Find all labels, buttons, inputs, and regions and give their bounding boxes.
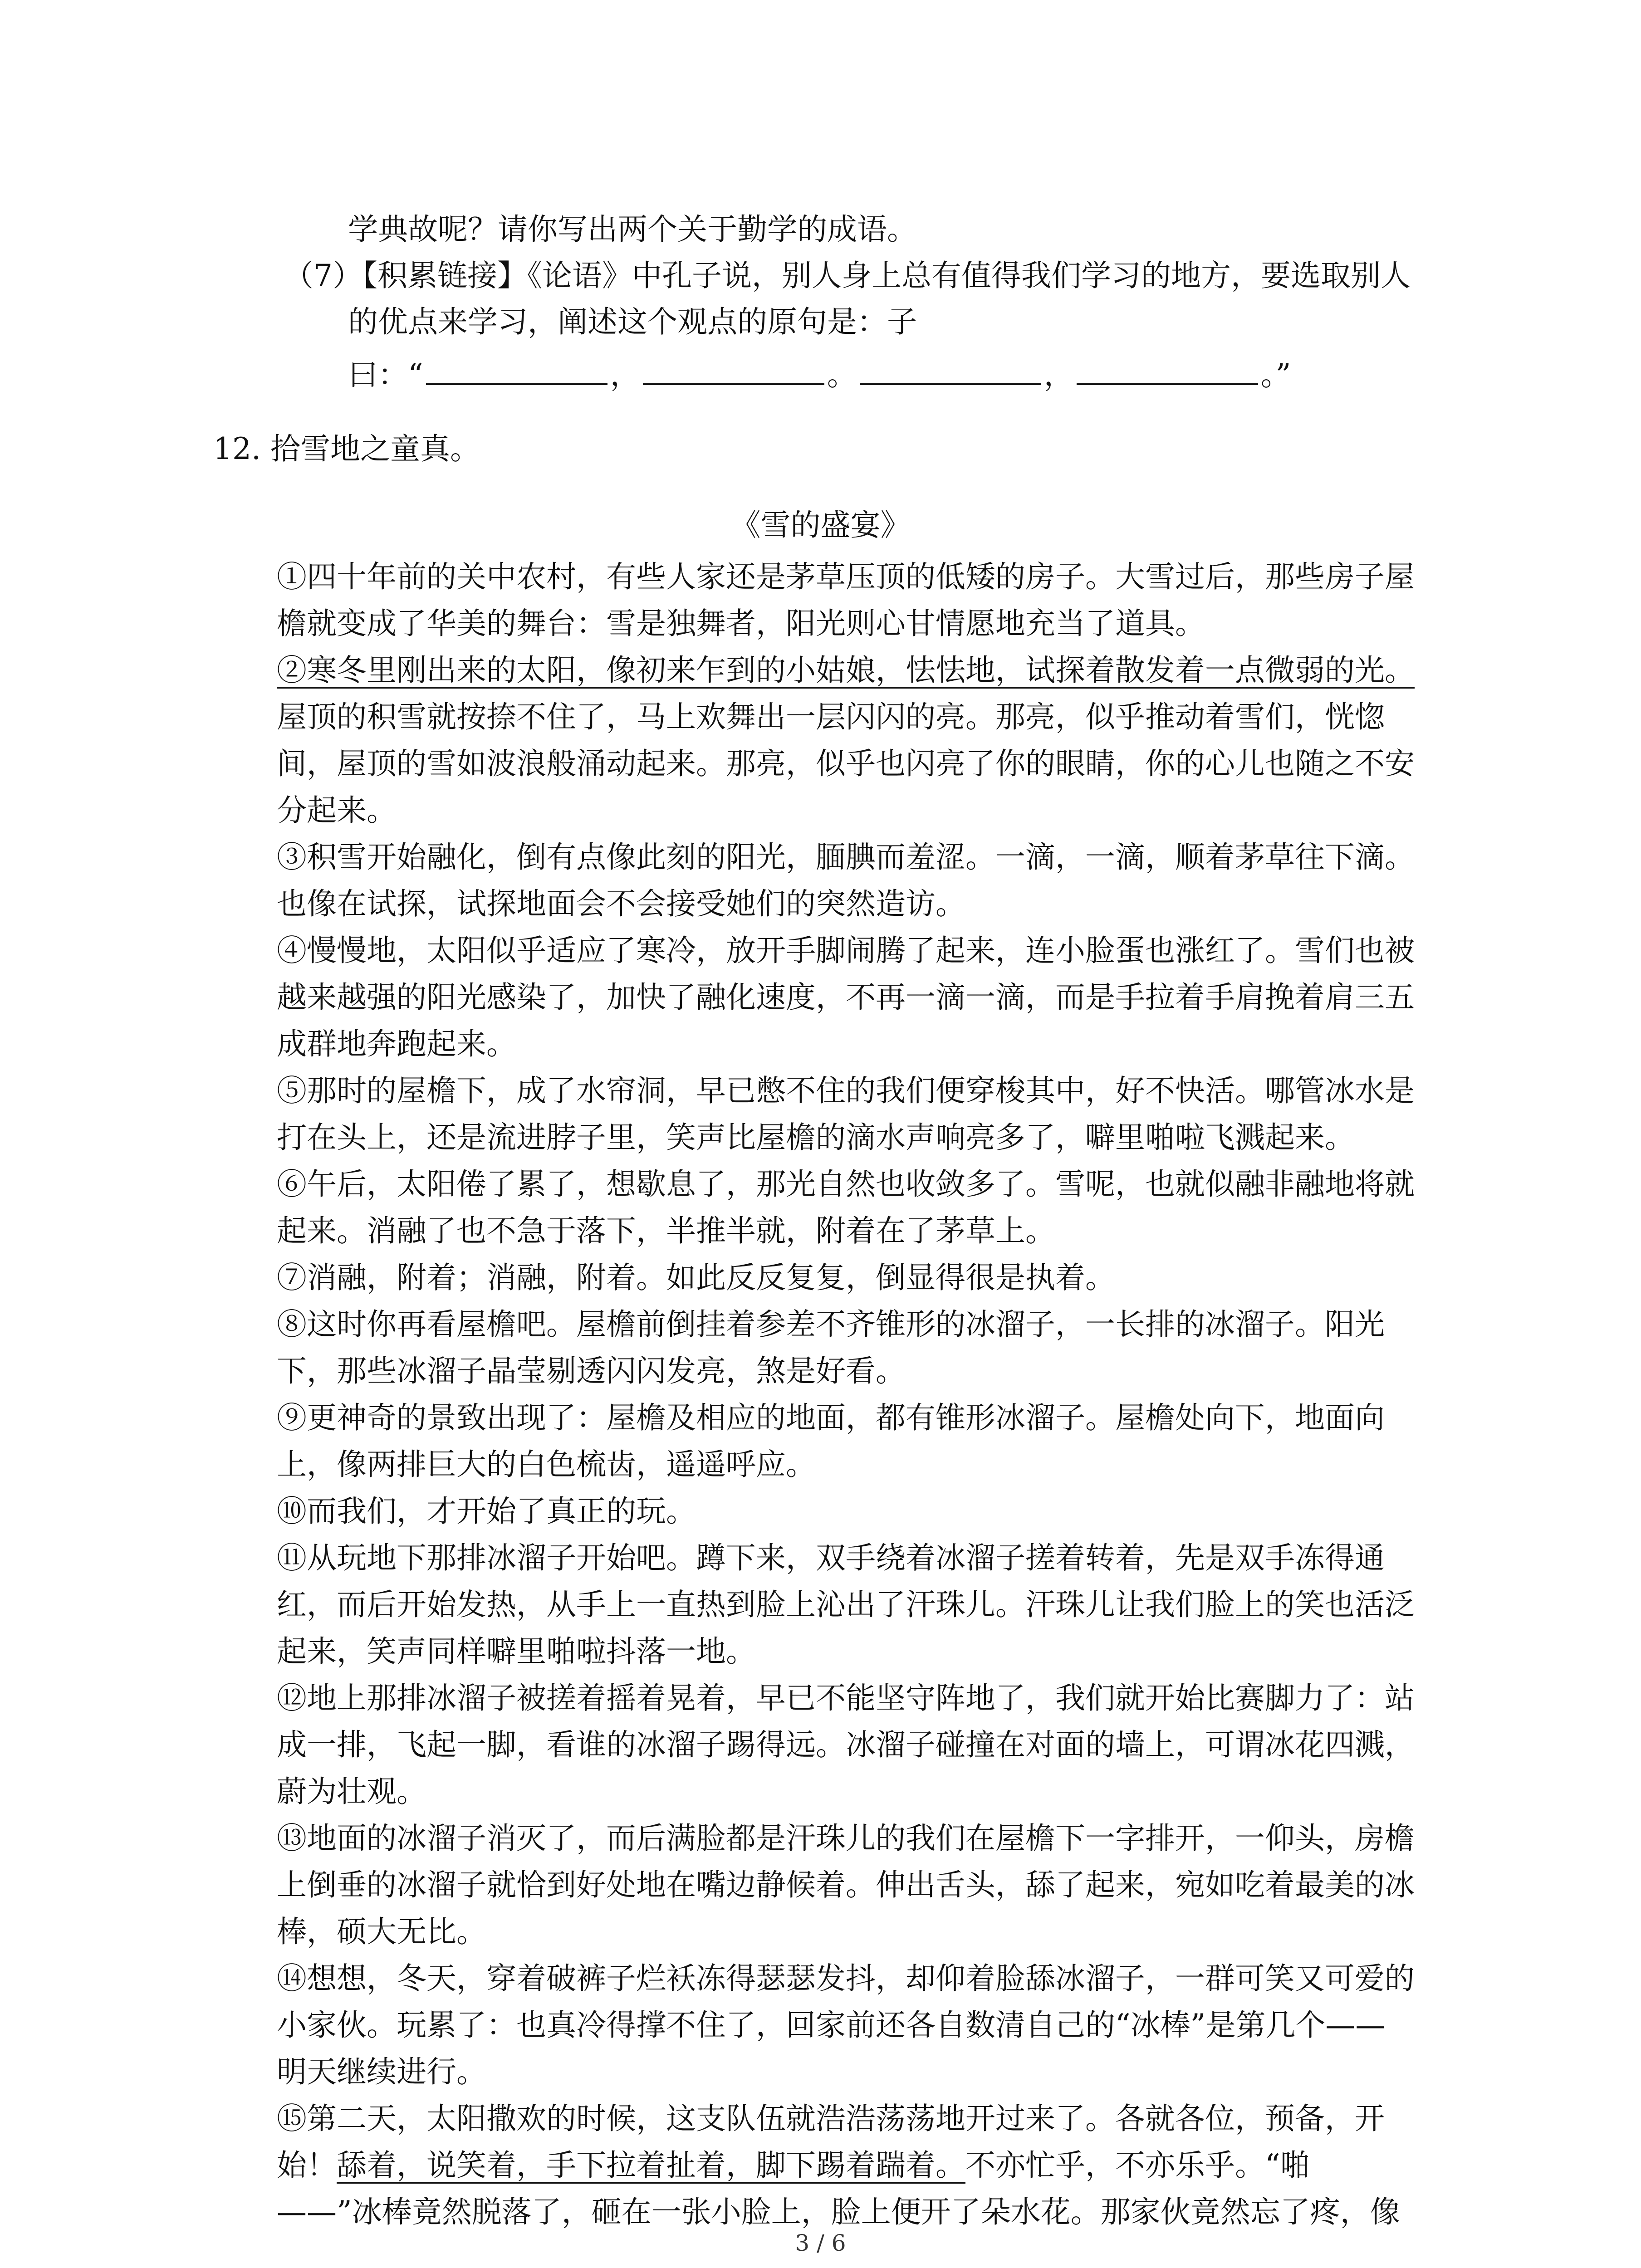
- p9-line-2: 上，像两排巨大的白色梳齿，遥遥呼应。: [277, 1447, 816, 1482]
- answer-blank-2[interactable]: [643, 356, 824, 385]
- q7-answer-line: 曰：“ ， 。 ， 。”: [348, 356, 1291, 393]
- p2-underlined-sentence: ②寒冬里刚出来的太阳，像初来乍到的小姑娘，怯怯地，试探着散发着一点微弱的光。: [277, 653, 1415, 688]
- q7-line-1: （7）【积累链接】《论语》中孔子说，别人身上总有值得我们学习的地方，要选取别人: [284, 258, 1411, 293]
- q6-text-tail: 学典故呢？请你写出两个关于勤学的成语。: [348, 212, 917, 247]
- p5-line-1: ⑤那时的屋檐下，成了水帘洞，早已憋不住的我们便穿梭其中，好不快活。哪管冰水是: [277, 1073, 1415, 1108]
- answer-blank-1[interactable]: [426, 356, 607, 385]
- p13-line-2: 上倒垂的冰溜子就恰到好处地在嘴边静候着。伸出舌头，舔了起来，宛如吃着最美的冰: [277, 1867, 1415, 1902]
- p1-line-2: 檐就变成了华美的舞台：雪是独舞者，阳光则心甘情愿地充当了道具。: [277, 606, 1205, 641]
- q7-quote-start: 曰：“: [348, 357, 423, 392]
- p14-line-2: 小家伙。玩累了：也真冷得撑不住了，回家前还各自数清自己的“冰棒”是第几个——: [277, 2008, 1386, 2043]
- p2-line-4: 分起来。: [277, 793, 397, 828]
- p11-line-3: 起来，笑声同样噼里啪啦抖落一地。: [277, 1634, 756, 1669]
- p6-line-1: ⑥午后，太阳倦了累了，想歇息了，那光自然也收敛多了。雪呢，也就似融非融地将就: [277, 1167, 1415, 1202]
- p5-line-2: 打在头上，还是流进脖子里，笑声比屋檐的滴水声响亮多了，噼里啪啦飞溅起来。: [277, 1120, 1355, 1155]
- p12-line-1: ⑫地上那排冰溜子被搓着摇着晃着，早已不能坚守阵地了，我们就开始比赛脚力了：站: [277, 1681, 1415, 1716]
- p2-line-3: 间，屋顶的雪如波浪般涌动起来。那亮，似乎也闪亮了你的眼睛，你的心儿也随之不安: [277, 746, 1415, 781]
- p13-line-3: 棒，硕大无比。: [277, 1914, 486, 1949]
- p15-line-1: ⑮第二天，太阳撒欢的时候，这支队伍就浩浩荡荡地开过来了。各就各位，预备，开: [277, 2101, 1385, 2136]
- p4-line-1: ④慢慢地，太阳似乎适应了寒冷，放开手脚闹腾了起来，连小脸蛋也涨红了。雪们也被: [277, 933, 1415, 968]
- p3-line-2: 也像在试探，试探地面会不会接受她们的突然造访。: [277, 886, 965, 921]
- p14-line-3: 明天继续进行。: [277, 2054, 486, 2089]
- q12-heading: 12. 拾雪地之童真。: [213, 431, 480, 466]
- p15-underlined-sentence: 舔着，说笑着，手下拉着扯着，脚下踢着踹着。: [337, 2148, 965, 2183]
- p15-line-3: ——”冰棒竟然脱落了，砸在一张小脸上，脸上便开了朵水花。那家伙竟然忘了疼，像: [277, 2195, 1400, 2229]
- p4-line-2: 越来越强的阳光感染了，加快了融化速度，不再一滴一滴，而是手拉着手肩挽着肩三五: [277, 980, 1415, 1015]
- p6-line-2: 起来。消融了也不急于落下，半推半就，附着在了茅草上。: [277, 1213, 1055, 1248]
- p3-line-1: ③积雪开始融化，倒有点像此刻的阳光，腼腆而羞涩。一滴，一滴，顺着茅草往下滴。: [277, 840, 1415, 875]
- p1-line-1: ①四十年前的关中农村，有些人家还是茅草压顶的低矮的房子。大雪过后，那些房子屋: [277, 559, 1415, 594]
- p12-line-2: 成一排，飞起一脚，看谁的冰溜子踢得远。冰溜子碰撞在对面的墙上，可谓冰花四溅，: [277, 1727, 1415, 1762]
- answer-blank-3[interactable]: [860, 356, 1041, 385]
- q7-line-2: 的优点来学习，阐述这个观点的原句是：子: [348, 304, 917, 339]
- q7-quote-end: 。”: [1260, 357, 1291, 392]
- p10-line-1: ⑩而我们，才开始了真正的玩。: [277, 1494, 696, 1529]
- answer-blank-4[interactable]: [1077, 356, 1258, 385]
- p11-line-1: ⑪从玩地下那排冰溜子开始吧。蹲下来，双手绕着冰溜子搓着转着，先是双手冻得通: [277, 1540, 1385, 1575]
- p8-line-1: ⑧这时你再看屋檐吧。屋檐前倒挂着参差不齐锥形的冰溜子，一长排的冰溜子。阳光: [277, 1307, 1385, 1342]
- page-number: 3 / 6: [795, 2230, 846, 2256]
- passage-title: 《雪的盛宴》: [730, 508, 911, 543]
- p4-line-3: 成群地奔跑起来。: [277, 1026, 516, 1061]
- p12-line-3: 蔚为壮观。: [277, 1774, 426, 1809]
- p9-line-1: ⑨更神奇的景致出现了：屋檐及相应的地面，都有锥形冰溜子。屋檐处向下，地面向: [277, 1400, 1385, 1435]
- p14-line-1: ⑭想想，冬天，穿着破裤子烂袄冻得瑟瑟发抖，却仰着脸舔冰溜子，一群可笑又可爱的: [277, 1961, 1415, 1996]
- p15-line-2: 始！舔着，说笑着，手下拉着扯着，脚下踢着踹着。不亦忙乎，不亦乐乎。“啪: [277, 2148, 1310, 2183]
- p2-line-2: 屋顶的积雪就按捺不住了，马上欢舞出一层闪闪的亮。那亮，似乎推动着雪们，恍惚: [277, 699, 1385, 734]
- p8-line-2: 下，那些冰溜子晶莹剔透闪闪发亮，煞是好看。: [277, 1354, 906, 1388]
- p11-line-2: 红，而后开始发热，从手上一直热到脸上沁出了汗珠儿。汗珠儿让我们脸上的笑也活泛: [277, 1587, 1415, 1622]
- p7-line-1: ⑦消融，附着；消融，附着。如此反反复复，倒显得很是执着。: [277, 1260, 1115, 1295]
- p13-line-1: ⑬地面的冰溜子消灭了，而后满脸都是汗珠儿的我们在屋檐下一字排开，一仰头，房檐: [277, 1821, 1415, 1856]
